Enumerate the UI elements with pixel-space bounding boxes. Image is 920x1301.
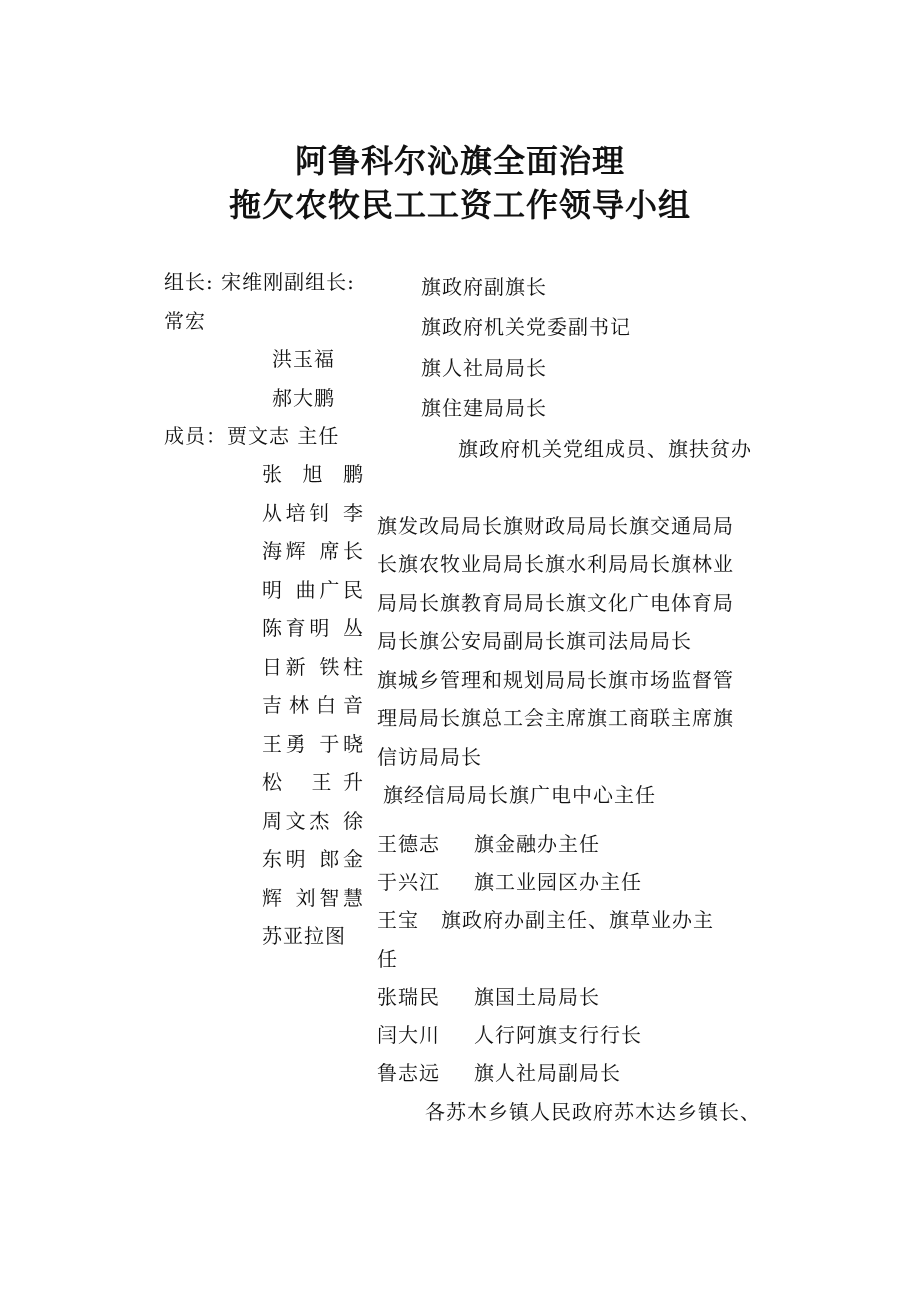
position-line-1: 旗政府副旗长 — [421, 275, 547, 299]
pair-name: 鲁志远 — [377, 1061, 440, 1085]
member-name: 海辉 席长 — [262, 539, 364, 563]
leader-name-4: 郝大鹏 — [272, 386, 335, 410]
pair-role: 人行阿旗支行行长 — [474, 1023, 642, 1047]
member-name: 日新 铁柱 — [262, 654, 364, 679]
pair-role: 旗金融办主任 — [474, 832, 600, 856]
member-position-line: 旗城乡管理和规划局局长旗市场监督管 — [377, 668, 734, 692]
member-position-line: 局局长旗教育局局长旗文化广电体育局 — [377, 591, 734, 615]
leader-name-3: 洪玉福 — [272, 347, 335, 371]
member-name: 张 旭 鹏 — [262, 462, 364, 486]
member-names-column — [262, 455, 364, 956]
party-member-line: 旗政府机关党组成员、旗扶贫办 — [458, 437, 752, 461]
member-position-line: 信访局局长 — [377, 745, 482, 769]
member-name: 王勇 于晓 — [262, 731, 364, 756]
closing-line: 各苏木乡镇人民政府苏木达乡镇长、 — [425, 1100, 761, 1124]
member-name: 东明 郎金 — [262, 847, 364, 871]
member-name: 明 曲广民 — [262, 577, 364, 602]
member-name: 松 王升 — [262, 770, 364, 794]
pair-name: 王宝 — [377, 908, 419, 932]
member-position-line: 长旗农牧业局局长旗水利局局长旗林业 — [377, 552, 734, 576]
document-title-line-1: 阿鲁科尔沁旗全面治理 — [294, 142, 625, 180]
pair-role: 旗国土局局长 — [474, 985, 600, 1009]
member-name: 周文杰 徐 — [262, 808, 364, 833]
member-position-line: 理局局长旗总工会主席旗工商联主席旗 — [377, 706, 734, 730]
pair-name: 王德志 — [377, 832, 440, 856]
position-line-2: 旗政府机关党委副书记 — [421, 315, 631, 339]
pair-role: 旗政府办副主任、旗草业办主 — [441, 908, 714, 932]
member-position-line: 旗经信局局长旗广电中心主任 — [383, 783, 656, 807]
member-name: 苏亚拉图 — [262, 924, 346, 948]
pair-name: 闫大川 — [377, 1023, 440, 1047]
member-name: 辉 刘智慧 — [262, 885, 364, 910]
document-title-line-2: 拖欠农牧民工工资工作领导小组 — [228, 186, 691, 224]
member-position-line: 局长旗公安局副局长旗司法局局长 — [377, 629, 692, 653]
member-name: 从培钊 李 — [262, 500, 364, 525]
member-name: 吉林白音 — [262, 693, 364, 717]
leader-line-2: 常宏 — [164, 309, 206, 333]
pair-role-continuation: 任 — [377, 947, 398, 971]
pair-role: 旗人社局副局长 — [474, 1061, 621, 1085]
member-position-line: 旗发改局局长旗财政局局长旗交通局局 — [377, 514, 734, 538]
members-intro: 成员：贾文志 主任 — [164, 424, 340, 448]
member-name: 陈育明 丛 — [262, 616, 364, 640]
position-line-4: 旗住建局局长 — [421, 396, 547, 420]
pair-name: 张瑞民 — [377, 985, 440, 1009]
pair-name: 于兴江 — [377, 870, 440, 894]
pair-role: 旗工业园区办主任 — [474, 870, 642, 894]
leader-line-1: 组长: 宋维刚副组长: — [164, 270, 355, 294]
position-line-3: 旗人社局局长 — [421, 356, 547, 380]
